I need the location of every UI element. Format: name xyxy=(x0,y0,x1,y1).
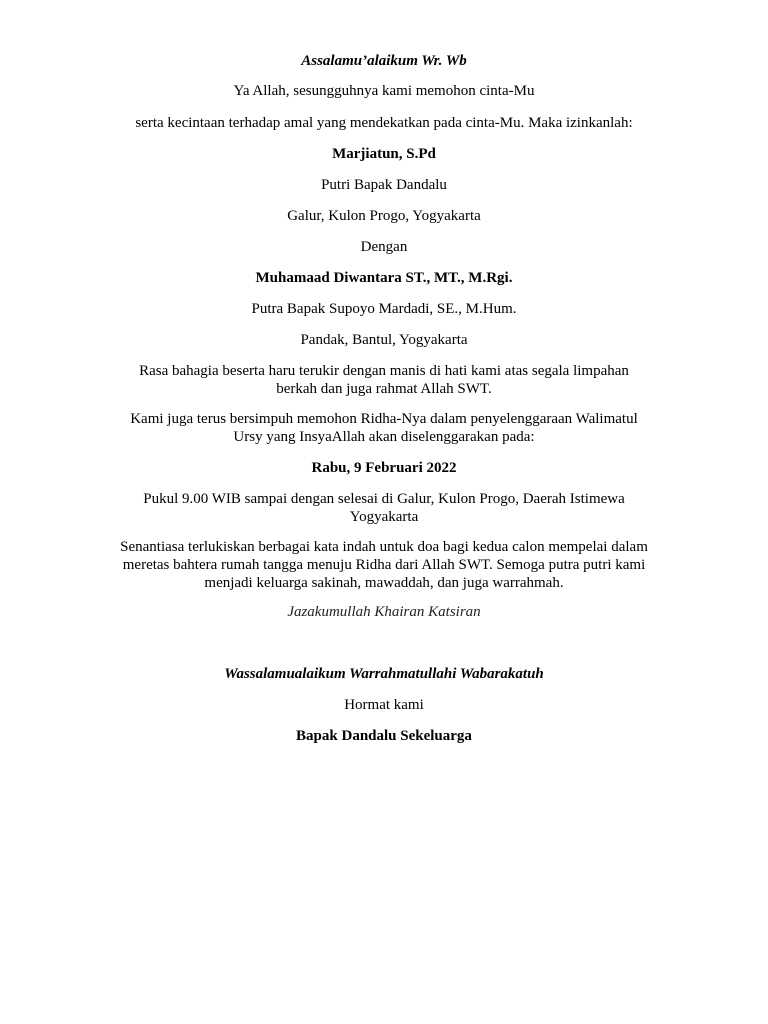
joy-line-2: berkah dan juga rahmat Allah SWT. xyxy=(276,381,492,397)
joy-line-1: Rasa bahagia beserta haru terukir dengan manis di hati kami atas segala limpahan xyxy=(139,363,629,379)
event-time-line-2: Yogyakarta xyxy=(349,509,419,525)
thanks-line: Jazakumullah Khairan Katsiran xyxy=(287,604,481,620)
bride-address: Galur, Kulon Progo, Yogyakarta xyxy=(287,208,481,224)
event-date: Rabu, 9 Februari 2022 xyxy=(311,460,457,476)
prayer-line-1: Ya Allah, sesungguhnya kami memohon cinta-Mu xyxy=(233,83,535,99)
request-line-1: Kami juga terus bersimpuh memohon Ridha-Nya dalam penyelenggaraan Walimatul xyxy=(130,411,638,427)
conjunction: Dengan xyxy=(360,239,408,255)
request-line-2: Ursy yang InsyaAllah akan diselenggarakan pada: xyxy=(233,429,535,445)
regards: Hormat kami xyxy=(344,697,424,713)
signature: Bapak Dandalu Sekeluarga xyxy=(296,728,472,744)
closing-line-2: meretas bahtera rumah tangga menuju Ridha dari Allah SWT. Semoga putra putri kami xyxy=(122,557,646,573)
groom-parent: Putra Bapak Supoyo Mardadi, SE., M.Hum. xyxy=(251,301,517,317)
groom-address: Pandak, Bantul, Yogyakarta xyxy=(300,332,468,348)
groom-name: Muhamaad Diwantara ST., MT., M.Rgi. xyxy=(255,270,513,286)
farewell: Wassalamualaikum Warrahmatullahi Wabarakatuh xyxy=(224,666,544,682)
closing-line-1: Senantiasa terlukiskan berbagai kata indah untuk doa bagi kedua calon mempelai dalam xyxy=(120,539,648,555)
prayer-line-2: serta kecintaan terhadap amal yang mendekatkan pada cinta-Mu. Maka izinkanlah: xyxy=(135,115,633,131)
event-time-line-1: Pukul 9.00 WIB sampai dengan selesai di Galur, Kulon Progo, Daerah Istimewa xyxy=(143,491,625,507)
greeting: Assalamu’alaikum Wr. Wb xyxy=(301,53,467,69)
bride-parent: Putri Bapak Dandalu xyxy=(321,177,447,193)
closing-line-3: menjadi keluarga sakinah, mawaddah, dan juga warrahmah. xyxy=(204,575,564,591)
bride-name: Marjiatun, S.Pd xyxy=(332,146,436,162)
